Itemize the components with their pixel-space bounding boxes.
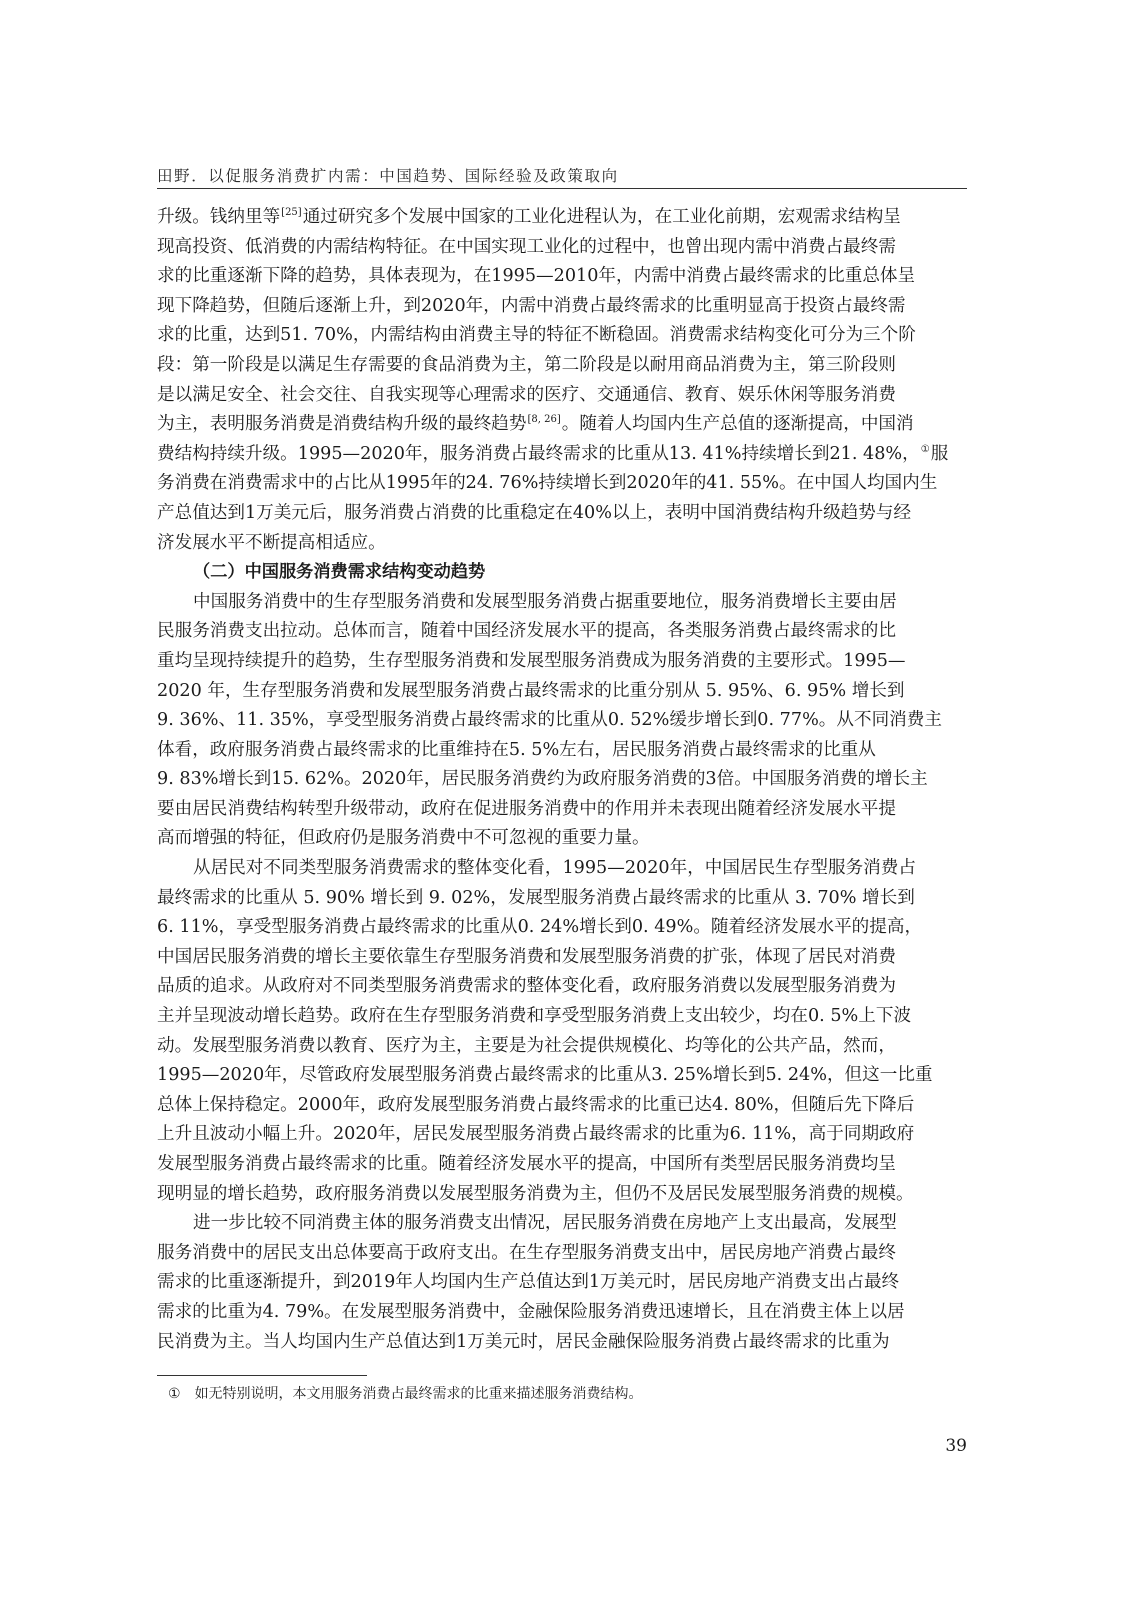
body-line: 从居民对不同类型服务消费需求的整体变化看，1995—2020年，中国居民生存型服务消费占 bbox=[193, 858, 916, 879]
body-line: 现下降趋势，但随后逐渐上升，到2020年，内需中消费占最终需求的比重明显高于投资占最终需 bbox=[157, 295, 906, 316]
body-line: 服务消费中的居民支出总体要高于政府支出。在生存型服务消费支出中，居民房地产消费占最终 bbox=[157, 1242, 896, 1263]
text-run: 升级。钱纳里等 bbox=[157, 207, 281, 227]
body-line: 总体上保持稳定。2000年，政府发展型服务消费占最终需求的比重已达4. 80%，但随后先下降后 bbox=[157, 1094, 915, 1115]
body-line: 重均呈现持续提升的趋势，生存型服务消费和发展型服务消费成为服务消费的主要形式。1995— bbox=[157, 650, 906, 671]
footnote-text: 如无特别说明，本文用服务消费占最终需求的比重来描述服务消费结构。 bbox=[194, 1386, 643, 1402]
body-line: 体看，政府服务消费占最终需求的比重维持在5. 5%左右，居民服务消费占最终需求的比重从 bbox=[157, 739, 876, 760]
body-line: 要由居民消费结构转型升级带动，政府在促进服务消费中的作用并未表现出随着经济发展水平提 bbox=[157, 798, 896, 819]
body-line: 济发展水平不断提高相适应。 bbox=[157, 532, 386, 553]
footnote bbox=[168, 1384, 643, 1404]
citation-ref[interactable]: [8, 26] bbox=[527, 414, 561, 426]
page-number: 39 bbox=[945, 1436, 967, 1456]
body-line: 求的比重，达到51. 70%，内需结构由消费主导的特征不断稳固。消费需求结构变化可分为三个阶 bbox=[157, 325, 916, 346]
body-line: 务消费在消费需求中的占比从1995年的24. 76%持续增长到2020年的41. 55%。在中国人均国内生 bbox=[157, 473, 938, 494]
body-line: 9. 36%、11. 35%，享受型服务消费占最终需求的比重从0. 52%缓步增长到0. 77%。从不同消费主 bbox=[157, 710, 942, 731]
text-run: 服 bbox=[930, 443, 949, 464]
body-line: 发展型服务消费占最终需求的比重。随着经济发展水平的提高，中国所有类型居民服务消费均呈 bbox=[157, 1154, 896, 1174]
text-run: 通过研究多个发展中国家的工业化进程认为，在工业化前期，宏观需求结构呈 bbox=[302, 207, 901, 227]
body-line: 上升且波动小幅上升。2020年，居民发展型服务消费占最终需求的比重为6. 11%，高于同期政府 bbox=[157, 1124, 915, 1145]
text-run: 费结构持续升级。1995—2020年，服务消费占最终需求的比重从13. 41%持续增长到21. 48%， bbox=[157, 443, 920, 464]
body-line: 中国服务消费中的生存型服务消费和发展型服务消费占据重要地位，服务消费增长主要由居 bbox=[193, 591, 897, 612]
body-line: 9. 83%增长到15. 62%。2020年，居民服务消费约为政府服务消费的3倍。中国服务消费的增长主 bbox=[157, 769, 928, 790]
body-line: 最终需求的比重从 5. 90% 增长到 9. 02%，发展型服务消费占最终需求的比重从 3. 70% 增长到 bbox=[157, 887, 915, 908]
body-line: 现高投资、低消费的内需结构特征。在中国实现工业化的过程中，也曾出现内需中消费占最终需 bbox=[157, 236, 896, 257]
body-line: 产总值达到1万美元后，服务消费占消费的比重稳定在40%以上，表明中国消费结构升级趋势与经 bbox=[157, 502, 912, 523]
body-line: 是以满足安全、社会交往、自我实现等心理需求的医疗、交通通信、教育、娱乐休闲等服务消费 bbox=[157, 384, 896, 405]
body-line bbox=[157, 410, 967, 440]
citation-ref[interactable]: [25] bbox=[281, 207, 302, 219]
body-line: 现明显的增长趋势，政府服务消费以发展型服务消费为主，但仍不及居民发展型服务消费的规模。 bbox=[157, 1183, 914, 1204]
body-line: 1995—2020年，尽管政府发展型服务消费占最终需求的比重从3. 25%增长到5. 24%，但这一比重 bbox=[157, 1065, 933, 1086]
body-line: 段：第一阶段是以满足生存需要的食品消费为主，第二阶段是以耐用商品消费为主，第三阶段则 bbox=[157, 354, 896, 375]
body-line: 民服务消费支出拉动。总体而言，随着中国经济发展水平的提高，各类服务消费占最终需求的比 bbox=[157, 621, 896, 642]
body-line bbox=[157, 203, 967, 233]
body-line: 2020 年，生存型服务消费和发展型服务消费占最终需求的比重分别从 5. 95%、6. 95% 增长到 bbox=[157, 680, 905, 701]
body-line: 高而增强的特征，但政府仍是服务消费中不可忽视的重要力量。 bbox=[157, 828, 650, 849]
body-line: 中国居民服务消费的增长主要依靠生存型服务消费和发展型服务消费的扩张，体现了居民对消费 bbox=[157, 946, 896, 967]
body-line: 主并呈现波动增长趋势。政府在生存型服务消费和享受型服务消费上支出较少，均在0. 5%上下波 bbox=[157, 1006, 912, 1027]
footnote-divider bbox=[157, 1375, 367, 1376]
body-line: 需求的比重为4. 79%。在发展型服务消费中，金融保险服务消费迅速增长，且在消费主体上以居 bbox=[157, 1301, 905, 1322]
footnote-ref[interactable]: ① bbox=[920, 443, 930, 455]
body-line: 6. 11%，享受型服务消费占最终需求的比重从0. 24%增长到0. 49%。随着经济发展水平的提高， bbox=[157, 917, 923, 938]
body-line: 品质的追求。从政府对不同类型服务消费需求的整体变化看，政府服务消费以发展型服务消费为 bbox=[157, 976, 896, 997]
running-header: 田野．以促服务消费扩内需：中国趋势、国际经验及政策取向 bbox=[157, 167, 619, 185]
footnote-mark: ① bbox=[168, 1386, 181, 1402]
body-line: 需求的比重逐渐提升，到2019年人均国内生产总值达到1万美元时，居民房地产消费支出占最终 bbox=[157, 1272, 900, 1293]
body-line: 进一步比较不同消费主体的服务消费支出情况，居民服务消费在房地产上支出最高，发展型 bbox=[193, 1213, 897, 1234]
header-divider bbox=[157, 188, 967, 189]
body-text bbox=[157, 203, 967, 1357]
body-line: 动。发展型服务消费以教育、医疗为主，主要是为社会提供规模化、均等化的公共产品，然而， bbox=[157, 1035, 896, 1056]
text-run: 。随着人均国内生产总值的逐渐提高，中国消 bbox=[561, 414, 914, 435]
section-heading: （二）中国服务消费需求结构变动趋势 bbox=[193, 562, 486, 583]
body-line: 求的比重逐渐下降的趋势，具体表现为，在1995—2010年，内需中消费占最终需求的比重总体呈 bbox=[157, 266, 916, 287]
body-line bbox=[157, 440, 967, 470]
body-line: 民消费为主。当人均国内生产总值达到1万美元时，居民金融保险服务消费占最终需求的比重为 bbox=[157, 1331, 890, 1352]
text-run: 为主，表明服务消费是消费结构升级的最终趋势 bbox=[157, 414, 527, 435]
